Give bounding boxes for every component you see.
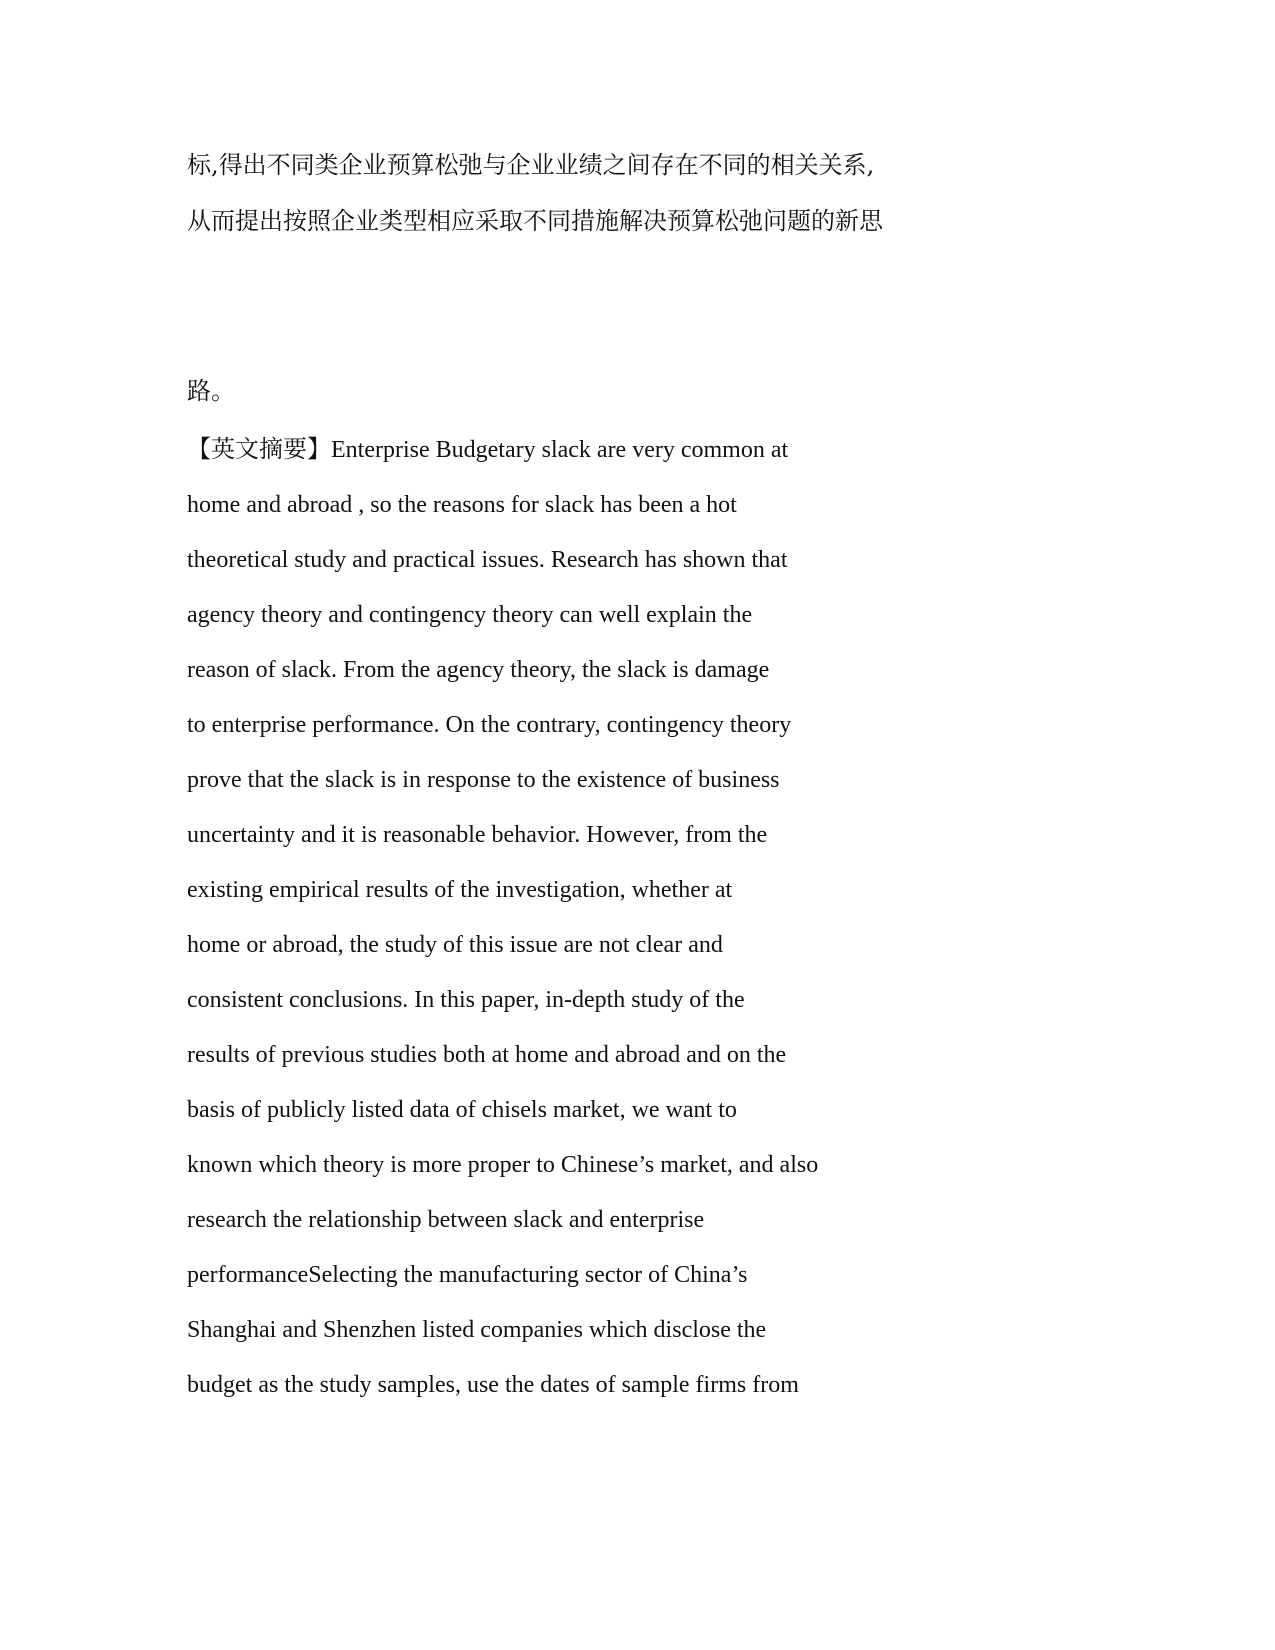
english-abstract-line-8: uncertainty and it is reasonable behavior. However, from the xyxy=(187,822,768,848)
chinese-text-line-1: 标,得出不同类企业预算松弛与企业业绩之间存在不同的相关关系, xyxy=(187,151,875,179)
english-abstract-line-13: basis of publicly listed data of chisels market, we want to xyxy=(187,1097,737,1123)
english-abstract-first-line xyxy=(187,434,788,465)
chinese-text-line-2: 从而提出按照企业类型相应采取不同措施解决预算松弛问题的新思 xyxy=(187,207,883,235)
english-abstract-line-18: budget as the study samples, use the dates of sample firms from xyxy=(187,1372,799,1398)
english-abstract-line-4: agency theory and contingency theory can well explain the xyxy=(187,602,753,628)
english-abstract-line-12: results of previous studies both at home and abroad and on the xyxy=(187,1042,787,1068)
english-abstract-line-3: theoretical study and practical issues. Research has shown that xyxy=(187,547,788,573)
english-abstract-line-1: Enterprise Budgetary slack are very common at xyxy=(331,437,789,463)
english-abstract-line-2: home and abroad , so the reasons for slack has been a hot xyxy=(187,492,737,518)
english-abstract-line-15: research the relationship between slack and enterprise xyxy=(187,1207,705,1233)
english-abstract-line-16: performanceSelecting the manufacturing sector of China’s xyxy=(187,1262,748,1288)
english-abstract-line-11: consistent conclusions. In this paper, in-depth study of the xyxy=(187,987,745,1013)
english-abstract-line-5: reason of slack. From the agency theory, the slack is damage xyxy=(187,657,770,683)
english-abstract-line-9: existing empirical results of the investigation, whether at xyxy=(187,877,733,903)
english-abstract-line-17: Shanghai and Shenzhen listed companies which disclose the xyxy=(187,1317,767,1343)
english-abstract-line-14: known which theory is more proper to Chinese’s market, and also xyxy=(187,1152,819,1178)
english-abstract-line-7: prove that the slack is in response to the existence of business xyxy=(187,767,780,793)
english-abstract-line-6: to enterprise performance. On the contrary, contingency theory xyxy=(187,712,792,738)
english-abstract-label: 【英文摘要】 xyxy=(187,435,331,463)
english-abstract-line-10: home or abroad, the study of this issue are not clear and xyxy=(187,932,723,958)
chinese-text-line-3: 路。 xyxy=(187,377,235,405)
